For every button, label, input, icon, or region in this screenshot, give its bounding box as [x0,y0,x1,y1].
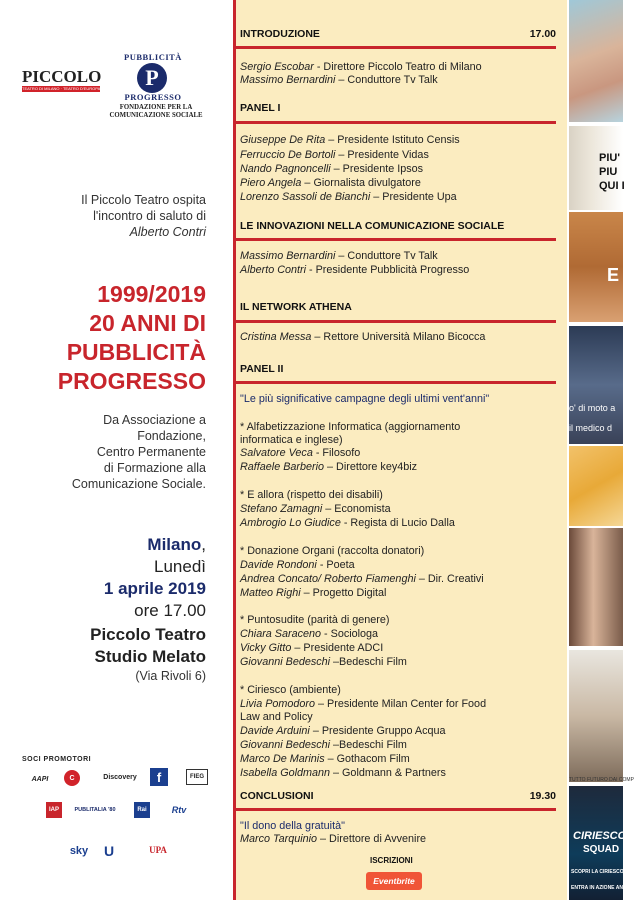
speaker-role: – Giornalista divulgatore [301,177,421,189]
subtitle-line-5: Comunicazione Sociale. [71,477,206,491]
speaker-role: – Conduttore Tv Talk [335,74,438,86]
intro-name [6,224,206,240]
speaker-role: – Rettore Università Milano Bicocca [311,331,486,343]
speaker-role: – Direttore key4biz [324,461,418,473]
campaign-title: * Puntosudite (parità di genere) [240,614,390,626]
speaker-line [240,573,560,586]
pp-logo-bottom: PROGRESSO [124,92,182,102]
pubblicita-progresso-logo[interactable] [108,52,204,124]
intro-text [6,192,206,240]
section-divider [236,808,556,811]
speaker-name: Giuseppe De Rita [240,134,326,146]
section-panel-2-title: PANEL II [240,363,284,375]
speaker-role: –Bedeschi Film [330,739,407,751]
pp-logo-sub-2: COMUNICAZIONE SOCIALE [109,112,203,119]
speaker-name: Sergio Escobar [240,61,314,73]
speaker-name: Ambrogio Lo Giudice [240,517,341,529]
speaker-line [240,587,560,600]
eventbrite-button[interactable]: Eventbrite [366,872,422,890]
section-conclusioni-time: 19.30 [529,790,556,802]
campaign-thumbnail-woman[interactable] [569,528,623,646]
speaker-role: - Direttore Piccolo Teatro di Milano [313,61,482,73]
speaker-line [240,177,560,190]
thumbnail-text: ENTRA IN AZIONE ANCH [571,885,631,891]
speaker-name: Nando Pagnoncelli [240,163,331,175]
section-divider [236,320,556,323]
speaker-role: –Bedeschi Film [330,656,407,668]
speaker-role: Law and Policy [240,711,313,723]
speaker-line [240,517,560,530]
speaker-name: Salvatore Veca [240,447,313,459]
speaker-line [240,264,560,277]
speaker-role: – Goldmann & Partners [330,767,446,779]
speaker-name: Marco De Marinis [240,753,325,765]
event-date: 1 aprile 2019 [103,579,206,598]
speaker-line [240,559,560,572]
event-day: Lunedì [154,557,206,576]
section-divider [236,121,556,124]
campaign-thumbnail-glasses[interactable] [569,212,623,322]
pp-logo-top: PUBBLICITÀ [124,52,182,62]
speaker-role: – Presidente Gruppo Acqua [309,725,446,737]
speaker-line [240,61,560,74]
speaker-role: – Economista [322,503,391,515]
speaker-name: Massimo Bernardini [240,250,336,262]
speaker-role: – Presidente ADCI [291,642,384,654]
section-divider [236,381,556,384]
speaker-name: Piero Angela [240,177,302,189]
section-athena-header [240,301,556,313]
sponsor-u-logo[interactable]: U [103,843,115,859]
speaker-role: – Presidente Upa [370,191,457,203]
speaker-line [240,331,560,344]
speaker-name: Davide Arduini [240,725,310,737]
section-innovazioni-title: LE INNOVAZIONI NELLA COMUNICAZIONE SOCIALE [240,220,505,232]
speaker-role: – Direttore di Avvenire [317,833,427,845]
headline [6,280,206,396]
campaign-thumbnail-men[interactable] [569,650,634,783]
section-panel-2-header [240,363,556,375]
section-conclusioni-header [240,790,556,802]
speaker-role: - Regista di Lucio Dalla [340,517,455,529]
speaker-line [240,149,560,162]
campaign-title: * E allora (rispetto dei disabili) [240,489,383,501]
speaker-role: - Presidente Pubblicità Progresso [306,264,470,276]
section-innovazioni-header [240,220,556,232]
speaker-name: Ferruccio De Bortoli [240,149,336,161]
speaker-name: Matteo Righi [240,587,301,599]
speaker-line [240,461,560,474]
campaign-title: * Alfabetizzazione Informatica (aggiornamento [240,421,461,433]
sponsor-upa-logo[interactable]: UPA [149,845,167,855]
thumbnail-text: QUI I [599,180,625,192]
headline-line-3: PUBBLICITÀ [66,339,206,365]
speaker-line [240,163,560,176]
section-panel-1-title: PANEL I [240,102,281,114]
subtitle-line-4: di Formazione alla [103,461,206,475]
sponsor-sky-logo[interactable]: sky [69,845,89,857]
headline-line-2: 20 ANNI DI [89,310,206,336]
speaker-line [240,833,560,846]
piccolo-logo-word: PICCOLO [22,67,102,86]
campaign-image-strip [567,0,643,900]
speaker-role: – Presidente Vidas [335,149,429,161]
speaker-line [240,191,560,204]
campaign-thumbnail-ciriesco[interactable] [569,786,643,900]
speaker-name: Vicky Gitto [240,642,292,654]
speaker-line [240,503,560,516]
thumbnail-text: il medico d [569,423,613,433]
speaker-line [240,767,560,780]
sponsor-aapi-logo[interactable]: AAPI [31,775,49,783]
sponsor-rai-logo[interactable]: Rai [134,802,150,818]
speaker-name: Davide Rondoni [240,559,317,571]
sponsor-publitalia-logo[interactable]: PUBLITALIA '80 [74,807,116,813]
campaign-thumbnail-face[interactable] [569,0,623,122]
speaker-role: – Dir. Creativi [415,573,484,585]
campaign-thumbnail-hand[interactable] [569,446,623,526]
campaign-thumbnail-ear[interactable] [569,126,623,210]
event-city-comma: , [201,535,206,554]
section-conclusioni-title: CONCLUSIONI [240,790,314,802]
speaker-role: – Progetto Digital [300,587,387,599]
panel-2-quote: "Le più significative campagne degli ultimi vent'anni" [240,393,490,405]
sponsor-iap-logo[interactable]: IAP [46,802,62,818]
piccolo-logo-tagline: TEATRO DI MILANO · TEATRO D'EUROPA [22,86,101,91]
sponsor-fieg-logo[interactable]: FIEG [186,769,208,785]
speaker-role: – Presidente Milan Center for Food [315,698,487,710]
thumbnail-text: SCOPRI LA CIRIESCO SQUAD [571,869,643,875]
thumbnail-text: E [607,265,620,285]
subtitle-line-3: Centro Permanente [96,445,206,459]
speaker-name: Massimo Bernardini [240,74,336,86]
speaker-name: Alberto Contri [240,264,307,276]
sponsor-facebook-logo[interactable]: f [150,768,168,786]
section-introduzione-header [240,28,556,40]
speaker-line [240,642,560,655]
speaker-name: Livia Pomodoro [240,698,316,710]
speaker-name: Chiara Saraceno [240,628,322,640]
headline-line-1: 1999/2019 [97,281,206,307]
thumbnail-text: CIRIESCO [573,830,627,842]
section-introduzione-time: 17.00 [529,28,556,40]
speaker-role: - Filosofo [312,447,361,459]
thumbnail-text: o' di moto a [569,403,616,413]
event-address: (Via Rivoli 6) [135,669,206,683]
speaker-name: Giovanni Bedeschi [240,656,331,668]
speaker-name: Andrea Concato/ Roberto Fiamenghi [240,573,416,585]
event-city-name: Milano [147,535,202,554]
speaker-role: – Conduttore Tv Talk [335,250,438,262]
subtitle-line-2: Fondazione, [137,429,206,443]
section-divider [236,238,556,241]
speaker-line [240,698,560,711]
speaker-name: Stefano Zamagni [240,503,323,515]
speaker-line [240,725,560,738]
speaker-name: Marco Tarquinio [240,833,318,845]
speaker-line [240,656,560,669]
campaign-title: * Donazione Organi (raccolta donatori) [240,545,425,557]
section-panel-1-header [240,102,556,114]
intro-line-2: l'incontro di saluto di [93,209,206,223]
campaign-thumbnail-statue[interactable] [569,326,623,444]
speaker-name: Raffaele Barberio [240,461,325,473]
speaker-name: Giovanni Bedeschi [240,739,331,751]
speaker-line [240,753,560,766]
headline-line-4: PROGRESSO [57,368,206,394]
intro-line-1: Il Piccolo Teatro ospita [81,193,206,207]
event-venue-2: Studio Melato [94,647,206,666]
subtitle-text [6,412,206,492]
speaker-name: Isabella Goldmann [240,767,331,779]
soci-promotori-title: SOCI PROMOTORI [22,756,92,763]
event-city [1,534,206,556]
campaign-title: * Ciriesco (ambiente) [240,684,341,696]
pp-logo-letter: P [137,63,167,93]
speaker-line [240,628,560,641]
thumbnail-text: SQUAD [583,844,620,855]
speaker-role: - Sociologa [321,628,379,640]
program-column [233,0,567,900]
speaker-line [240,711,560,724]
section-introduzione-title: INTRODUZIONE [240,28,320,40]
sponsor-rtv-logo[interactable]: Rtv [171,805,187,815]
speaker-role: - Poeta [316,559,355,571]
pp-logo-sub-1: FONDAZIONE PER LA [119,104,193,111]
speaker-name: Cristina Messa [240,331,312,343]
iscrizioni-label: ISCRIZIONI [370,856,413,865]
thumbnail-text: TUTTO FUTURO DAI COMP [569,777,634,783]
piccolo-teatro-logo[interactable] [22,68,100,94]
speaker-line [240,74,560,87]
pp-logo-sub [108,104,204,120]
conclusioni-quote: "Il dono della gratuità" [240,820,345,832]
speaker-line [240,739,560,752]
sponsor-c-logo[interactable]: C [64,770,80,786]
campaign-title: informatica e inglese) [240,434,343,446]
thumbnail-text: PIU [599,166,618,178]
event-info [1,534,206,684]
intro-name-text: Alberto Contri [129,225,206,239]
speaker-role: – Gothacom Film [324,753,410,765]
subtitle-line-1: Da Associazione a [103,413,206,427]
speaker-line [240,447,560,460]
thumbnail-text: PIU' [599,152,620,164]
section-divider [236,46,556,49]
speaker-role: – Presidente Ipsos [330,163,424,175]
speaker-name: Lorenzo Sassoli de Bianchi [240,191,371,203]
event-time: ore 17.00 [134,601,206,620]
sponsor-discovery-logo[interactable]: Discovery [103,773,137,781]
left-column [0,0,233,900]
speaker-line [240,250,560,263]
section-athena-title: IL NETWORK ATHENA [240,301,352,313]
speaker-role: – Presidente Istituto Censis [325,134,460,146]
event-venue-1: Piccolo Teatro [90,625,206,644]
speaker-line [240,134,560,147]
